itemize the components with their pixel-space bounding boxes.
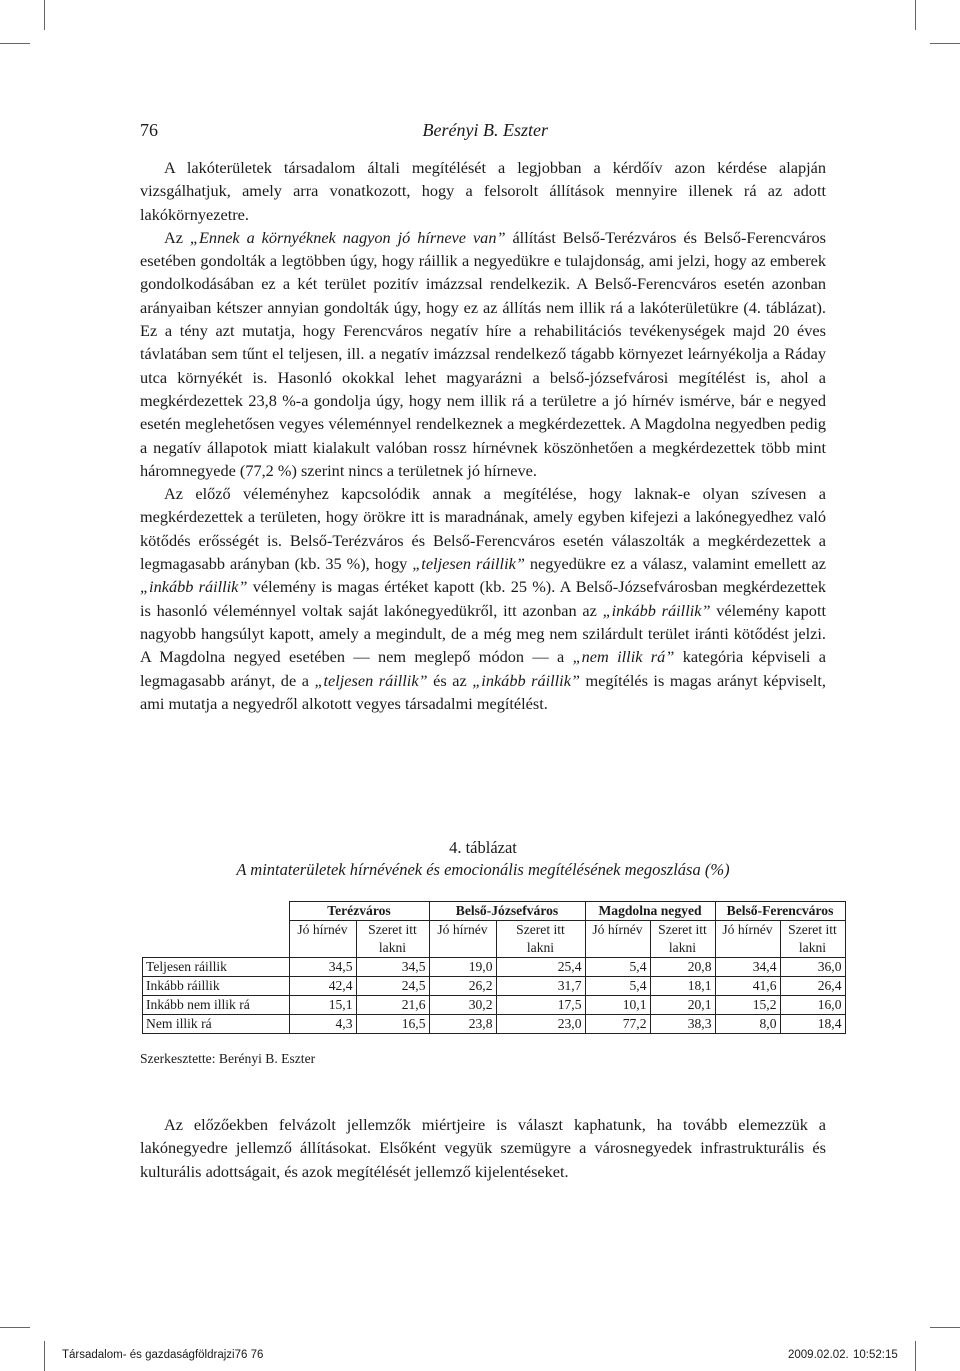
subheader-reputation: Jó hírnév bbox=[429, 921, 496, 958]
crop-mark bbox=[930, 43, 960, 44]
table-row: Teljesen ráillik 34,5 34,5 19,0 25,4 5,4 20,8 34,4 36,0 bbox=[143, 958, 846, 977]
page-number: 76 bbox=[140, 120, 158, 140]
table-number: 4. táblázat bbox=[449, 838, 517, 857]
column-header-district: Terézváros bbox=[289, 902, 429, 921]
table-row: Nem illik rá 4,3 16,5 23,8 23,0 77,2 38,3 8,0 18,4 bbox=[143, 1015, 846, 1034]
subheader-reputation: Jó hírnév bbox=[715, 921, 780, 958]
paragraph-4: Az előzőekben felvázolt jellemzők miértjeire is választ kaphatunk, ha tovább elemezzük a lakónegyedre jellemző állításokat. Elsőként vegyük szemügyre a városnegyedek infrastrukturális és kulturális adottságait, és azok megítélését jellemző kijelentéseket. bbox=[140, 1115, 826, 1181]
subheader-reputation: Jó hírnév bbox=[585, 921, 650, 958]
subheader-likes-living: Szeret itt lakni bbox=[780, 921, 845, 958]
data-table bbox=[142, 901, 846, 1034]
table-row: Inkább ráillik 42,4 24,5 26,2 31,7 5,4 18,1 41,6 26,4 bbox=[143, 977, 846, 996]
column-header-district: Belső-Józsefváros bbox=[429, 902, 585, 921]
crop-mark bbox=[930, 1327, 960, 1328]
subheader-reputation: Jó hírnév bbox=[289, 921, 356, 958]
column-header-district: Magdolna negyed bbox=[585, 902, 715, 921]
footer-date: 2009.02.02. bbox=[788, 1349, 849, 1361]
quoted-statement: „Ennek a környéknek nagyon jó hírneve van” bbox=[189, 227, 506, 247]
subheader-likes-living: Szeret itt lakni bbox=[650, 921, 715, 958]
crop-mark bbox=[915, 0, 916, 30]
crop-mark bbox=[44, 0, 45, 30]
row-label: Inkább nem illik rá bbox=[143, 996, 290, 1015]
body-text-top bbox=[140, 156, 826, 715]
crop-mark bbox=[915, 1341, 916, 1371]
table-source: Szerkesztette: Berényi B. Eszter bbox=[140, 1051, 316, 1066]
paragraph-1: A lakóterületek társadalom általi megítélését a legjobban a kérdőív azon kérdése alapján vizsgálhatjuk, amely arra vonatkozott, hogy a felsorolt állítások mennyire illenek rá az adott lakókörnyezetre. bbox=[140, 158, 826, 224]
running-header bbox=[140, 120, 826, 142]
paragraph-3: Az előző véleményhez kapcsolódik annak a megítélése, hogy laknak-e olyan szívesen a megkérdezettek a területen, hogy örökre itt is maradnának, amely egyben kifejezi a lakónegyedhez való kötődés erősségét is. Belső-Terézváros és Belső-Ferencváros esetén válaszolták a megkérdezettek a legmagasabb arányban (kb. 35 %), hogy „teljesen ráillik” negyedükre ez a válasz, valamint emellett az „inkább ráillik” vélemény is magas értéket kapott (kb. 25 %). A Belső-Józsefvárosban megkérdezettek is hasonló véleménnyel voltak saját lakónegyedükről, itt azonban az „inkább ráillik” vélemény kapott nagyobb hangsúlyt kapott, amely a megindult, de a még meg nem szilárdult terület iránti kötődést jelzi. A Magdolna negyed esetében — nem meglepő módon — a „nem illik rá” kategória képviseli a legmagasabb arányt, de a „teljesen ráillik” és az „inkább ráillik” megítélés is magas arányt képviselt, ami mutatja a negyedről alkotott vegyes társadalmi megítélést. bbox=[140, 484, 827, 713]
footer-file: Társadalom- és gazdaságföldrajzi76 76 bbox=[62, 1349, 264, 1361]
row-label: Teljesen ráillik bbox=[143, 958, 290, 977]
table-row: Inkább nem illik rá 15,1 21,6 30,2 17,5 10,1 20,1 15,2 16,0 bbox=[143, 996, 846, 1015]
body-text-bottom bbox=[140, 1113, 826, 1183]
paragraph-2: Az „Ennek a környéknek nagyon jó hírneve van” állítást Belső-Terézváros és Belső-Ferencváros esetében gondolták a legtöbben úgy, hogy ráillik a negyedükre e tulajdonság, ami jelzi, hogy az emberek gondolkodásában ez a két terület pozitív imázzsal rendelkezik. A Belső-Ferencváros esetén azonban arányaiban kétszer annyian gondolták úgy, hogy ez az állítás nem illik rá a lakóterületükre (4. táblázat). Ez a tény azt mutatja, hogy Ferencváros negatív híre a rehabilitációs tevékenységek majd 20 éves távlatában sem tűnt el teljesen, ill. a negatív imázzsal rendelkező tágabb környezet leárnyékolja a Ráday utca környékét is. Hasonló okokkal lehet magyarázni a belső-józsefvárosi megítélést is, ahol a megkérdezettek 23,8 %-a gondolja úgy, hogy nem illik rá a területre a jó hírnév ismérve, bár e negyed esetén meglehetősen vegyes véleménnyel rendelkeznek a megkérdezettek. A Magdolna negyedben pedig a negatív állapotok miatt kialakult valóban rossz hírnévnek köszönhetően a megkérdezettek több mint háromnegyede (77,2 %) szerint nincs a területnek jó hírneve. bbox=[140, 227, 826, 480]
row-label: Inkább ráillik bbox=[143, 977, 290, 996]
table-title: A mintaterületek hírnévének és emocionális megítélésének megoszlása (%) bbox=[236, 860, 730, 879]
crop-mark bbox=[0, 1327, 30, 1328]
table-header-row bbox=[143, 902, 846, 921]
crop-mark bbox=[44, 1341, 45, 1371]
crop-mark bbox=[0, 43, 30, 44]
footer-time: 10:52:15 bbox=[853, 1349, 898, 1361]
subheader-likes-living: Szeret itt lakni bbox=[356, 921, 429, 958]
running-author: Berényi B. Eszter bbox=[422, 120, 548, 140]
row-label: Nem illik rá bbox=[143, 1015, 290, 1034]
subheader-likes-living: Szeret itt lakni bbox=[496, 921, 585, 958]
column-header-district: Belső-Ferencváros bbox=[715, 902, 845, 921]
